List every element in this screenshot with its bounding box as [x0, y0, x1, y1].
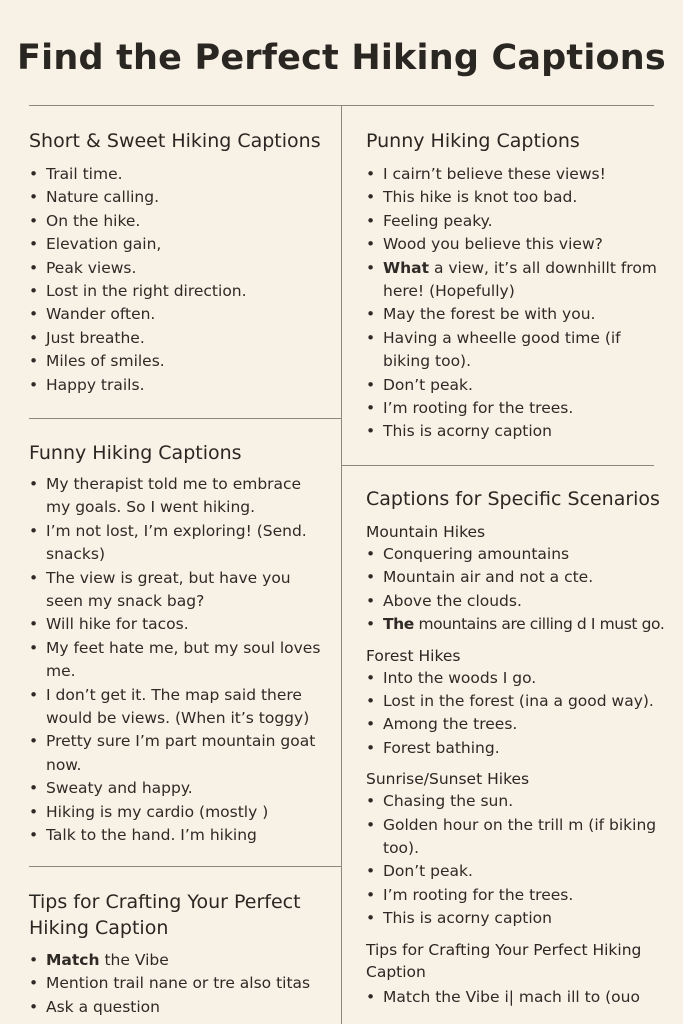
punny-list	[366, 163, 662, 444]
item-text: mountains are cilling d I must go.	[413, 615, 665, 634]
list-item	[366, 884, 666, 907]
item-text: I cairn’t believe these views!	[383, 165, 606, 183]
item-text: I’m rooting for the trees.	[383, 885, 574, 904]
short-sweet-heading: Short & Sweet Hiking Captions	[29, 130, 321, 152]
funny-section	[29, 440, 327, 848]
item-text: Match the Vibe i| mach ill to (ouo	[383, 987, 640, 1006]
list-item: • My therapist told me to embrace my goals. So I went hiking.	[29, 473, 327, 520]
column-divider	[341, 106, 342, 1024]
list-item: • Hiking is my cardio (mostly )	[29, 801, 327, 824]
list-item: • Talk to the hand. I’m hiking	[29, 824, 327, 847]
list-item	[366, 233, 662, 256]
list-item: • Wander often.	[29, 303, 334, 326]
item-text: Above the clouds.	[383, 591, 522, 610]
list-item	[29, 996, 329, 1019]
item-text: Mountain air and not a cte.	[383, 568, 594, 587]
tips-list	[29, 949, 329, 1019]
list-item: • Trail time.	[29, 163, 334, 186]
list-item: • Elevation gain,	[29, 233, 334, 256]
item-text: Wood you believe this view?	[383, 235, 603, 254]
list-item	[366, 257, 662, 304]
item-text: the Vibe	[99, 951, 169, 969]
list-item	[366, 613, 666, 636]
right-divider-1	[342, 465, 654, 466]
list-item	[366, 737, 666, 760]
item-text: Forest bathing.	[383, 738, 500, 757]
sunrise-subheading: Sunrise/Sunset Hikes	[366, 770, 530, 789]
list-item: • Happy trails.	[29, 374, 334, 397]
item-text: Conquering amountains	[383, 545, 570, 563]
list-item	[366, 690, 666, 713]
list-item	[366, 186, 662, 209]
item-text: a view, it’s all downhillt from here! (Hopefully)	[383, 258, 657, 301]
left-divider-2	[29, 866, 341, 867]
item-text: Mention trail nane or tre also titas	[46, 974, 311, 993]
item-text: This is acorny caption	[383, 909, 552, 928]
item-text: Into the woods I go.	[383, 668, 537, 687]
mountain-subheading: Mountain Hikes	[366, 523, 486, 541]
item-text: May the forest be with you.	[383, 305, 596, 324]
list-item	[366, 303, 662, 326]
page-title: Find the Perfect Hiking Captions	[17, 38, 666, 78]
list-item: • Peak views.	[29, 257, 334, 280]
punny-section	[366, 128, 662, 444]
scenario-tips-subheading: Tips for Crafting Your Perfect Hiking Caption	[366, 940, 642, 981]
list-item	[366, 327, 662, 374]
item-text: Don’t peak.	[383, 862, 473, 881]
item-lead: Match	[46, 951, 100, 969]
scenario-tips-list	[366, 986, 666, 1009]
item-text: Feeling peaky.	[383, 211, 493, 230]
item-text: This hike is knot too bad.	[383, 188, 578, 207]
list-item: • On the hike.	[29, 210, 334, 233]
list-item: • Miles of smiles.	[29, 350, 334, 373]
list-item	[366, 420, 662, 443]
list-item	[366, 210, 662, 233]
item-text: This is acorny caption	[383, 422, 552, 441]
forest-subheading: Forest Hikes	[366, 646, 461, 665]
list-item: • My feet hate me, but my soul loves me.	[29, 637, 327, 684]
item-text: Among the trees.	[383, 715, 518, 734]
punny-heading: Punny Hiking Captions	[366, 130, 580, 152]
list-item	[366, 907, 666, 930]
list-item: • Just breathe.	[29, 327, 334, 350]
list-item	[366, 374, 662, 397]
scenarios-heading: Captions for Specific Scenarios	[366, 488, 660, 510]
sunrise-list	[366, 790, 666, 930]
tips-section	[29, 889, 329, 1019]
list-item	[366, 667, 666, 690]
short-sweet-section	[29, 128, 334, 397]
item-lead: What	[383, 258, 430, 277]
list-item: • Will hike for tacos.	[29, 613, 327, 636]
funny-heading: Funny Hiking Captions	[29, 442, 242, 464]
list-item	[366, 163, 662, 186]
list-item	[366, 814, 666, 861]
list-item: • Pretty sure I’m part mountain goat now.	[29, 730, 327, 777]
list-item: • Sweaty and happy.	[29, 777, 327, 800]
short-sweet-list	[29, 163, 334, 397]
scenarios-section	[366, 486, 666, 1009]
list-item	[366, 566, 666, 589]
list-item: • The view is great, but have you seen my snack bag?	[29, 567, 327, 614]
list-item	[366, 986, 666, 1009]
list-item	[29, 972, 329, 995]
list-item	[29, 949, 329, 972]
tips-heading: Tips for Crafting Your Perfect Hiking Caption	[29, 891, 301, 939]
list-item: • I’m not lost, I’m exploring! (Send. snacks)	[29, 520, 327, 567]
list-item: • Nature calling.	[29, 186, 334, 209]
item-text: Lost in the forest (ina a good way).	[383, 692, 654, 711]
item-text: Chasing the sun.	[383, 792, 514, 811]
list-item: • Lost in the right direction.	[29, 280, 334, 303]
mountain-list	[366, 543, 666, 637]
list-item	[366, 590, 666, 613]
list-item: • I don’t get it. The map said there would be views. (When it’s toggy)	[29, 684, 327, 731]
funny-list	[29, 473, 327, 848]
list-item	[366, 713, 666, 736]
forest-list	[366, 667, 666, 761]
item-text: Golden hour on the trill m (if biking too).	[383, 815, 657, 858]
item-lead: The	[383, 615, 414, 634]
item-text: Ask a question	[46, 997, 160, 1016]
item-text: Having a wheelle good time (if biking too).	[383, 328, 621, 371]
list-item	[366, 860, 666, 883]
list-item	[366, 397, 662, 420]
item-text: I’m rooting for the trees.	[383, 399, 574, 418]
list-item	[366, 790, 666, 813]
left-divider-1	[29, 418, 341, 419]
list-item	[366, 543, 666, 566]
item-text: Don’t peak.	[383, 375, 473, 394]
